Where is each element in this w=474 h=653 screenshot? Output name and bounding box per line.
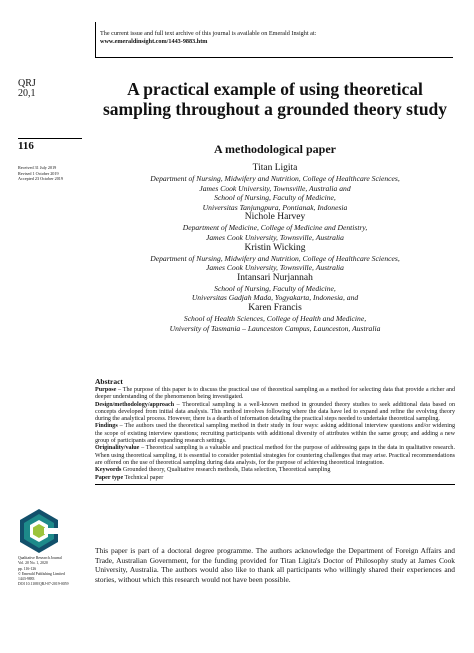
- abstract-keywords: [95, 467, 455, 474]
- author-affiliation: Universitas Gadjah Mada, Yogyakarta, Indonesia, and: [191, 293, 359, 303]
- author-affiliation: James Cook University, Townsville, Australia: [206, 232, 344, 242]
- abstract-design: [95, 402, 455, 424]
- abstract-text: Technical paper: [123, 474, 164, 481]
- abstract-paper-type: [95, 475, 455, 482]
- author-block: [95, 212, 455, 242]
- abstract-label: Purpose: [95, 387, 117, 393]
- author-affiliation: University of Tasmania – Launceston Campus, Launceston, Australia: [169, 323, 381, 333]
- author-affiliation: James Cook University, Townsville, Australia: [206, 263, 344, 273]
- author-name: Intansari Nurjannah: [237, 272, 313, 283]
- publisher-logo-icon: [18, 508, 60, 554]
- author-name: Nichole Harvey: [244, 212, 306, 223]
- abstract-text: – Theoretical sampling is a well-known method in grounded theory studies to seek additional data based on concepts developed from initial data analysis. This method involves following where the data have led to expand and refine the evolving theory during the analytical process. However, there is a dearth of information detailing the practical steps needed to undertake theoretical sampling.: [95, 401, 455, 423]
- abstract-text: Grounded theory, Qualitative research methods, Data selection, Theoretical sampling: [121, 467, 331, 474]
- abstract-label: Findings: [95, 423, 118, 430]
- journal-volume: 20,1: [18, 88, 36, 99]
- publication-info: [18, 556, 92, 588]
- page-number: 116: [18, 140, 34, 152]
- abstract-section: [95, 377, 455, 485]
- author-affiliation: School of Nursing, Faculty of Medicine,: [214, 193, 336, 203]
- author-name: Titan Ligita: [252, 163, 298, 173]
- abstract-text: – The purpose of this paper is to discuss the practical use of theoretical sampling as a method for selecting data that provide a richer and deeper understanding of the phenomenon being investigated.: [95, 387, 455, 401]
- paper-subtitle: A methodological paper: [214, 142, 336, 156]
- access-notice-text: The current issue and full text archive of this journal is available on Emerald Insight at:: [100, 30, 317, 37]
- article-dates: [18, 165, 93, 182]
- author-list: [95, 163, 455, 333]
- author-block: [95, 163, 455, 212]
- author-affiliation: Universitas Tanjungpura, Pontianak, Indonesia: [202, 202, 348, 212]
- author-name: Karen Francis: [248, 302, 302, 313]
- author-affiliation: School of Health Sciences, College of Health and Medicine,: [183, 313, 367, 323]
- author-name: Kristin Wicking: [244, 242, 306, 253]
- author-affiliation: Department of Nursing, Midwifery and Nutrition, College of Healthcare Sciences,: [150, 253, 400, 263]
- volume-issue: Vol. 20 No. 1, 2020: [18, 561, 48, 566]
- author-affiliation: Department of Nursing, Midwifery and Nutrition, College of Healthcare Sciences,: [150, 174, 400, 183]
- revised-date: Revised 1 October 2019: [18, 170, 59, 176]
- author-affiliation: Department of Medicine, College of Medicine and Dentistry,: [182, 223, 368, 233]
- acknowledgement-footnote: This paper is part of a doctoral degree programme. The authors acknowledge the Department of Foreign Affairs and Trade, Australian Government, for the funding provided for Titan Ligita's Doctor of Philosophy study at James Cook University, Australia. The authors would also like to thank all participants who willingly shared their experiences and stories, without which this research would not have been possible.: [95, 546, 455, 584]
- abstract-label: Keywords: [95, 467, 122, 474]
- author-affiliation: School of Nursing, Faculty of Medicine,: [214, 283, 336, 293]
- received-date: Received 31 July 2019: [18, 165, 57, 170]
- author-block: [95, 273, 455, 303]
- journal-name: Qualitative Research Journal: [18, 556, 62, 560]
- journal-url-link[interactable]: www.emeraldinsight.com/1443-9883.htm: [100, 38, 208, 45]
- abstract-findings: [95, 423, 455, 445]
- issn: 1443-9883: [18, 577, 35, 582]
- sidebar-divider: [18, 138, 82, 139]
- abstract-heading: Abstract: [95, 377, 123, 386]
- page-range: pp. 116-126: [18, 566, 37, 571]
- doi: DOI 10.1108/QRJ-07-2019-0059: [18, 582, 69, 587]
- journal-code: QRJ: [18, 78, 36, 89]
- abstract-purpose: [95, 387, 455, 402]
- abstract-label: Design/methodology/approach: [95, 401, 175, 408]
- abstract-text: – The authors used the theoretical sampling method in their study in four ways: asking additional interview questions and/or widening the scope of existing interview questions; recruiting participants with additional diversity of attributes within the same group; and adding a new group of participants and expanding research settings.: [95, 423, 455, 445]
- abstract-label: Paper type: [95, 474, 124, 481]
- author-block: [95, 303, 455, 333]
- author-affiliation: James Cook University, Townsville, Australia and: [199, 183, 351, 193]
- copyright: © Emerald Publishing Limited: [18, 571, 65, 576]
- abstract-text: – Theoretical sampling is a valuable and practical method for the purpose of addressing gaps in the data in qualitative research. When using theoretical sampling, it is essential to consider potential strategies for countering challenges that may arise. Practical recommendations are offered on the use of theoretical sampling during data analysis, for the purpose of achieving theoretical integration.: [95, 445, 455, 466]
- accepted-date: Accepted 23 October 2019: [18, 176, 63, 181]
- abstract-divider: [95, 484, 455, 485]
- abstract-label: Originality/value: [95, 445, 140, 452]
- author-block: [95, 243, 455, 273]
- abstract-originality: [95, 445, 455, 467]
- journal-access-notice: [95, 22, 453, 58]
- paper-title: A practical example of using theoretical sampling throughout a grounded theory study: [102, 79, 448, 119]
